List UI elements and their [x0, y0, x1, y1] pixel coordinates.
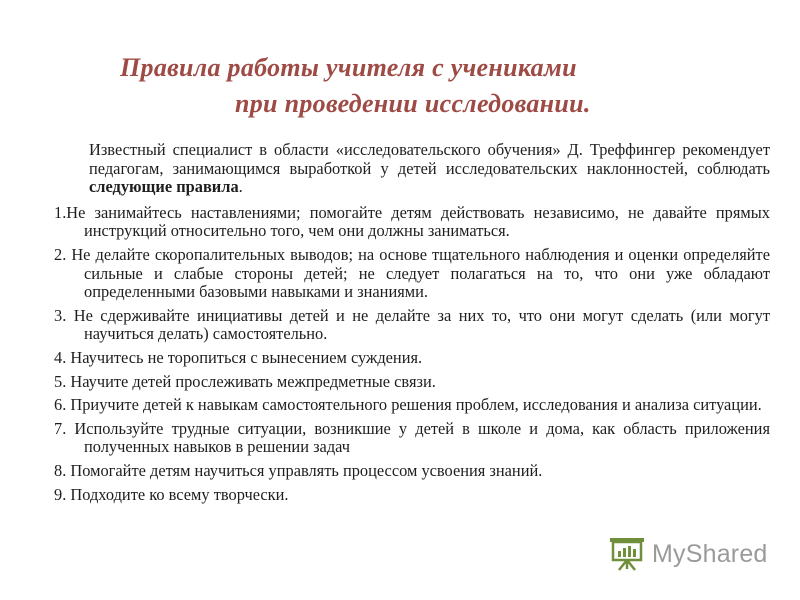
rule-7: 7. Используйте трудные ситуации, возникшие у детей в школе и дома, как область приложения полученных навыков в решении задач: [54, 418, 770, 457]
presentation-board-icon: [608, 536, 646, 572]
rule-8: 8. Помогайте детям научиться управлять процессом усвоения знаний.: [54, 460, 543, 480]
rule-1: 1.Не занимайтесь наставлениями; помогайте детям действовать независимо, не давайте прямых инструкций относительно того, чем они должны заниматься.: [54, 202, 770, 241]
rule-3: 3. Не сдерживайте инициативы детей и не делайте за них то, что они могут сделать (или могут научиться делать) самостоятельно.: [54, 305, 770, 344]
intro-bold-text: следующие правила: [89, 177, 239, 197]
rule-6: 6. Приучите детей к навыкам самостоятельного решения проблем, исследования и анализа ситуации.: [54, 395, 762, 415]
myshared-logo[interactable]: [608, 536, 768, 572]
slide-body: [54, 141, 770, 504]
intro-end: .: [238, 177, 243, 197]
rule-5: 5. Научите детей прослеживать межпредметные связи.: [54, 371, 436, 391]
slide-title-line-1: Правила работы учителя с учениками: [120, 53, 577, 82]
logo-text: MyShared: [652, 539, 768, 568]
intro-text: Известный специалист в области «исследовательского обучения» Д. Трeффингер рекомендует педагогам, занимающимся выработкой у детей исследовательских наклонностей, соблюдать: [89, 140, 770, 178]
slide-title-line-2: при проведении исследовании.: [235, 89, 591, 118]
rule-9: 9. Подходите ко всему творчески.: [54, 484, 289, 504]
rule-2: 2. Не делайте скоропалительных выводов; на основе тщательного наблюдения и оценки определяйте сильные и слабые стороны детей; не следует полагаться на то, что они уже обладают определенными базовыми навыками и знаниями.: [54, 244, 770, 302]
rule-4: 4. Научитесь не торопиться с вынесением суждения.: [54, 347, 423, 367]
intro-paragraph: [54, 141, 770, 197]
